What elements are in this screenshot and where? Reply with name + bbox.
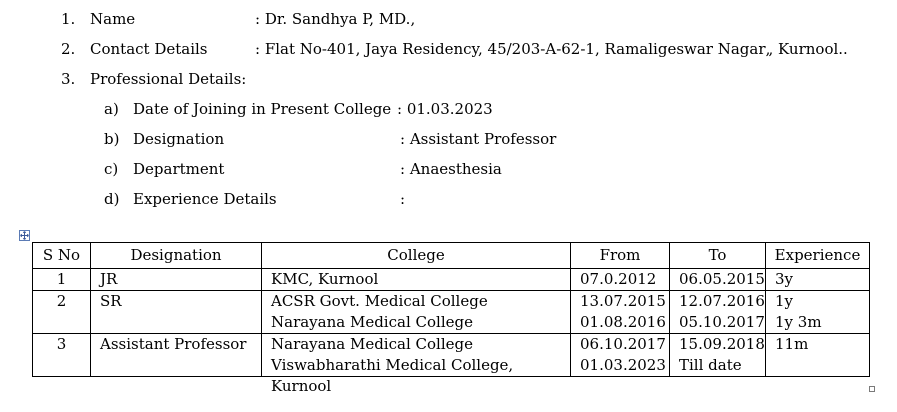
college-name: ACSR Govt. Medical College bbox=[271, 292, 488, 310]
to-date: 06.05.2015 bbox=[679, 270, 765, 288]
subitem-letter: c) bbox=[104, 160, 119, 178]
to-date: Till date bbox=[679, 356, 742, 374]
subitem-value: : Anaesthesia bbox=[400, 160, 502, 178]
cell-from bbox=[571, 269, 670, 291]
cell-from bbox=[571, 291, 670, 334]
cell-sno: 3 bbox=[33, 334, 91, 377]
to-date: 12.07.2016 bbox=[679, 292, 765, 310]
cell-from bbox=[571, 334, 670, 377]
from-date: 01.08.2016 bbox=[580, 313, 666, 331]
table-row bbox=[33, 269, 870, 291]
from-date: 13.07.2015 bbox=[580, 292, 666, 310]
experience-value: 1y bbox=[775, 292, 794, 310]
subitem-label: Department bbox=[133, 160, 225, 178]
header-designation: Designation bbox=[91, 243, 262, 269]
cell-college bbox=[262, 269, 571, 291]
subitem-letter: d) bbox=[104, 190, 120, 208]
subitem-letter: b) bbox=[104, 130, 120, 148]
experience-table bbox=[32, 242, 870, 395]
college-name: Narayana Medical College bbox=[271, 313, 473, 331]
table-header-row bbox=[33, 243, 870, 269]
cell-to bbox=[670, 334, 766, 377]
item-label: Professional Details: bbox=[90, 70, 247, 88]
subitem-value: : 01.03.2023 bbox=[397, 100, 493, 118]
subitem-value: : bbox=[400, 190, 406, 208]
from-date: 01.03.2023 bbox=[580, 356, 666, 374]
cell-to bbox=[670, 291, 766, 334]
from-date: 07.0.2012 bbox=[580, 270, 657, 288]
cell-designation: SR bbox=[91, 291, 262, 334]
subitem-letter: a) bbox=[104, 100, 119, 118]
cell-college bbox=[262, 291, 571, 334]
item-number: 1. bbox=[61, 10, 76, 28]
table-row bbox=[33, 291, 870, 334]
table-move-handle-icon[interactable] bbox=[19, 230, 30, 241]
to-date: 05.10.2017 bbox=[679, 313, 765, 331]
from-date: 06.10.2017 bbox=[580, 335, 666, 353]
cell-experience bbox=[766, 334, 870, 377]
item-label: Contact Details bbox=[90, 40, 208, 58]
header-to: To bbox=[670, 243, 766, 269]
subitem-label: Date of Joining in Present College bbox=[133, 100, 392, 118]
cell-sno: 1 bbox=[33, 269, 91, 291]
cell-sno: 2 bbox=[33, 291, 91, 334]
header-sno: S No bbox=[33, 243, 91, 269]
cell-to bbox=[670, 269, 766, 291]
item-value: : Dr. Sandhya P, MD., bbox=[255, 10, 416, 28]
cell-college bbox=[262, 334, 571, 395]
cell-experience bbox=[766, 269, 870, 291]
cell-designation: JR bbox=[91, 269, 262, 291]
item-number: 2. bbox=[61, 40, 76, 58]
experience-value: 11m bbox=[775, 335, 809, 353]
college-name: Viswabharathi Medical College, Kurnool bbox=[271, 356, 514, 395]
header-from: From bbox=[571, 243, 670, 269]
subitem-value: : Assistant Professor bbox=[400, 130, 557, 148]
college-name: KMC, Kurnool bbox=[271, 270, 379, 288]
item-value: : Flat No-401, Jaya Residency, 45/203-A-62-1, Ramaligeswar Nagar„ Kurnool.. bbox=[255, 40, 848, 58]
cell-designation: Assistant Professor bbox=[91, 334, 262, 377]
subitem-label: Experience Details bbox=[133, 190, 277, 208]
header-college: College bbox=[262, 243, 571, 269]
header-experience: Experience bbox=[766, 243, 870, 269]
to-date: 15.09.2018 bbox=[679, 335, 765, 353]
table-resize-handle[interactable] bbox=[869, 386, 875, 392]
cell-experience bbox=[766, 291, 870, 334]
item-label: Name bbox=[90, 10, 136, 28]
experience-value: 1y 3m bbox=[775, 313, 822, 331]
subitem-label: Designation bbox=[133, 130, 225, 148]
experience-value: 3y bbox=[775, 270, 794, 288]
college-name: Narayana Medical College bbox=[271, 335, 473, 353]
table-row bbox=[33, 334, 870, 377]
item-number: 3. bbox=[61, 70, 76, 88]
